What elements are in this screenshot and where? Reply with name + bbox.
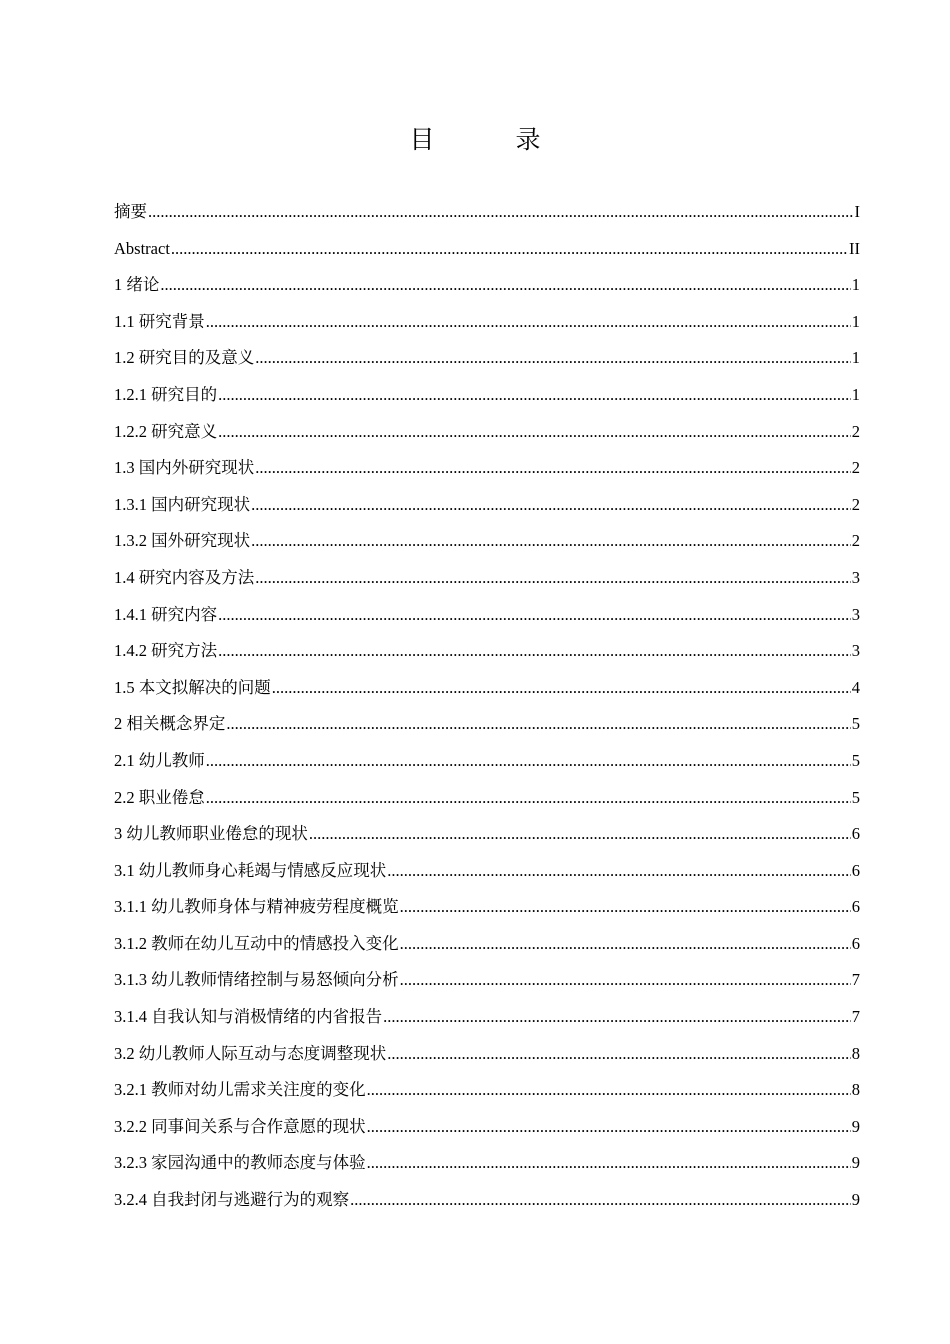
- toc-entry[interactable]: [114, 1003, 860, 1040]
- toc-entry-page-number: 3: [851, 567, 860, 587]
- toc-dot-leader: [309, 820, 851, 848]
- toc-entry-page-number: 4: [851, 677, 860, 697]
- toc-entry[interactable]: [114, 564, 860, 601]
- toc-entry-page-number: I: [854, 202, 860, 221]
- toc-entry[interactable]: [114, 1149, 860, 1186]
- toc-entry-label: 2 相关概念界定: [114, 714, 226, 734]
- toc-entry[interactable]: [114, 674, 860, 711]
- toc-dot-leader: [387, 1040, 851, 1068]
- toc-entry-label: 1.5 本文拟解决的问题: [114, 677, 271, 697]
- toc-dot-leader: [206, 747, 851, 775]
- toc-entry[interactable]: [114, 1113, 860, 1150]
- toc-dot-leader: [255, 564, 851, 592]
- toc-entry-page-number: 5: [851, 750, 860, 770]
- toc-entry-label: 3.2.2 同事间关系与合作意愿的现状: [114, 1116, 366, 1136]
- toc-entry[interactable]: [114, 454, 860, 491]
- toc-entry-page-number: 2: [851, 494, 860, 514]
- toc-entry-label: 1.4 研究内容及方法: [114, 567, 255, 587]
- toc-entry-label: 3.2 幼儿教师人际互动与态度调整现状: [114, 1043, 387, 1063]
- toc-entry-page-number: 9: [851, 1116, 860, 1136]
- toc-entry-page-number: 5: [851, 787, 860, 807]
- toc-entry-page-number: 6: [851, 933, 860, 953]
- toc-entry-page-number: 8: [851, 1043, 860, 1063]
- toc-entry-label: 1.3.2 国外研究现状: [114, 531, 251, 551]
- toc-entry[interactable]: [114, 1076, 860, 1113]
- toc-entry[interactable]: [114, 747, 860, 784]
- toc-entry-page-number: 1: [851, 348, 860, 368]
- toc-dot-leader: [255, 344, 851, 372]
- toc-entry-label: 2.1 幼儿教师: [114, 750, 205, 770]
- toc-entry-label: 1.2.2 研究意义: [114, 421, 218, 441]
- toc-entry[interactable]: [114, 637, 860, 674]
- toc-entry-page-number: 2: [851, 531, 860, 551]
- toc-entry-label: 3.1.2 教师在幼儿互动中的情感投入变化: [114, 933, 399, 953]
- toc-entry-page-number: 2: [851, 458, 860, 478]
- toc-entry-label: 3.2.1 教师对幼儿需求关注度的变化: [114, 1080, 366, 1100]
- toc-dot-leader: [218, 381, 851, 409]
- toc-entry-label: 3.1.4 自我认知与消极情绪的内省报告: [114, 1007, 383, 1027]
- toc-entry-label: 1.2 研究目的及意义: [114, 348, 255, 368]
- toc-dot-leader: [218, 601, 851, 629]
- toc-dot-leader: [400, 966, 851, 994]
- toc-dot-leader: [367, 1149, 851, 1177]
- toc-entry-page-number: 1: [851, 275, 860, 295]
- toc-entry[interactable]: [114, 491, 860, 528]
- toc-dot-leader: [171, 235, 848, 263]
- toc-entry-label: 摘要: [114, 202, 147, 221]
- toc-dot-leader: [160, 271, 850, 299]
- toc-entry-label: 1 绪论: [114, 275, 160, 295]
- toc-title: 目 录: [409, 125, 569, 154]
- toc-entry-page-number: 9: [851, 1153, 860, 1173]
- toc-entry-page-number: 8: [851, 1080, 860, 1100]
- toc-entry[interactable]: [114, 1040, 860, 1077]
- toc-dot-leader: [400, 893, 851, 921]
- toc-entry[interactable]: [114, 710, 860, 747]
- toc-entry[interactable]: [114, 344, 860, 381]
- toc-entry-page-number: 7: [851, 970, 860, 990]
- toc-entry[interactable]: [114, 198, 860, 235]
- toc-dot-leader: [206, 784, 851, 812]
- toc-entry-page-number: 1: [851, 384, 860, 404]
- toc-entry-label: 3.1 幼儿教师身心耗竭与情感反应现状: [114, 860, 387, 880]
- toc-entry-label: Abstract: [114, 238, 170, 258]
- toc-dot-leader: [350, 1186, 851, 1214]
- toc-entry-label: 1.1 研究背景: [114, 311, 205, 331]
- toc-dot-leader: [148, 198, 854, 226]
- toc-entry-label: 3.2.4 自我封闭与逃避行为的观察: [114, 1190, 350, 1210]
- toc-dot-leader: [218, 418, 851, 446]
- toc-entry[interactable]: [114, 784, 860, 821]
- toc-dot-leader: [226, 710, 850, 738]
- toc-entry-label: 3.1.3 幼儿教师情绪控制与易怒倾向分析: [114, 970, 399, 990]
- toc-entry-page-number: 3: [851, 641, 860, 661]
- toc-entry-label: 1.3 国内外研究现状: [114, 458, 255, 478]
- toc-entry[interactable]: [114, 235, 860, 272]
- toc-entry-label: 1.4.1 研究内容: [114, 604, 218, 624]
- toc-dot-leader: [383, 1003, 851, 1031]
- toc-entry[interactable]: [114, 418, 860, 455]
- toc-entry-label: 1.3.1 国内研究现状: [114, 494, 251, 514]
- toc-dot-leader: [272, 674, 851, 702]
- toc-entry-page-number: 3: [851, 604, 860, 624]
- table-of-contents: [114, 198, 860, 1223]
- toc-entry-page-number: 2: [851, 421, 860, 441]
- toc-entry[interactable]: [114, 966, 860, 1003]
- toc-entry[interactable]: [114, 930, 860, 967]
- toc-entry-page-number: 6: [851, 860, 860, 880]
- toc-entry[interactable]: [114, 820, 860, 857]
- toc-dot-leader: [218, 637, 851, 665]
- toc-dot-leader: [367, 1113, 851, 1141]
- toc-entry-label: 1.4.2 研究方法: [114, 641, 218, 661]
- toc-entry[interactable]: [114, 271, 860, 308]
- toc-dot-leader: [367, 1076, 851, 1104]
- toc-dot-leader: [387, 857, 851, 885]
- toc-entry-label: 3.2.3 家园沟通中的教师态度与体验: [114, 1153, 366, 1173]
- toc-dot-leader: [255, 454, 851, 482]
- toc-entry-page-number: 5: [851, 714, 860, 734]
- toc-entry-label: 1.2.1 研究目的: [114, 384, 218, 404]
- toc-entry-page-number: II: [849, 238, 860, 258]
- toc-entry-page-number: 9: [851, 1190, 860, 1210]
- toc-dot-leader: [251, 527, 851, 555]
- toc-entry-label: 3.1.1 幼儿教师身体与精神疲劳程度概览: [114, 897, 399, 917]
- toc-entry[interactable]: [114, 601, 860, 638]
- toc-entry-label: 2.2 职业倦怠: [114, 787, 205, 807]
- toc-entry-page-number: 6: [851, 824, 860, 844]
- toc-entry-label: 3 幼儿教师职业倦怠的现状: [114, 824, 308, 844]
- toc-entry[interactable]: [114, 527, 860, 564]
- toc-dot-leader: [251, 491, 851, 519]
- toc-entry-page-number: 1: [851, 311, 860, 331]
- toc-entry[interactable]: [114, 1186, 860, 1223]
- toc-entry[interactable]: [114, 381, 860, 418]
- toc-entry-page-number: 7: [851, 1007, 860, 1027]
- toc-entry-page-number: 6: [851, 897, 860, 917]
- toc-dot-leader: [206, 308, 851, 336]
- toc-entry[interactable]: [114, 308, 860, 345]
- toc-entry[interactable]: [114, 893, 860, 930]
- toc-dot-leader: [400, 930, 851, 958]
- toc-entry[interactable]: [114, 857, 860, 894]
